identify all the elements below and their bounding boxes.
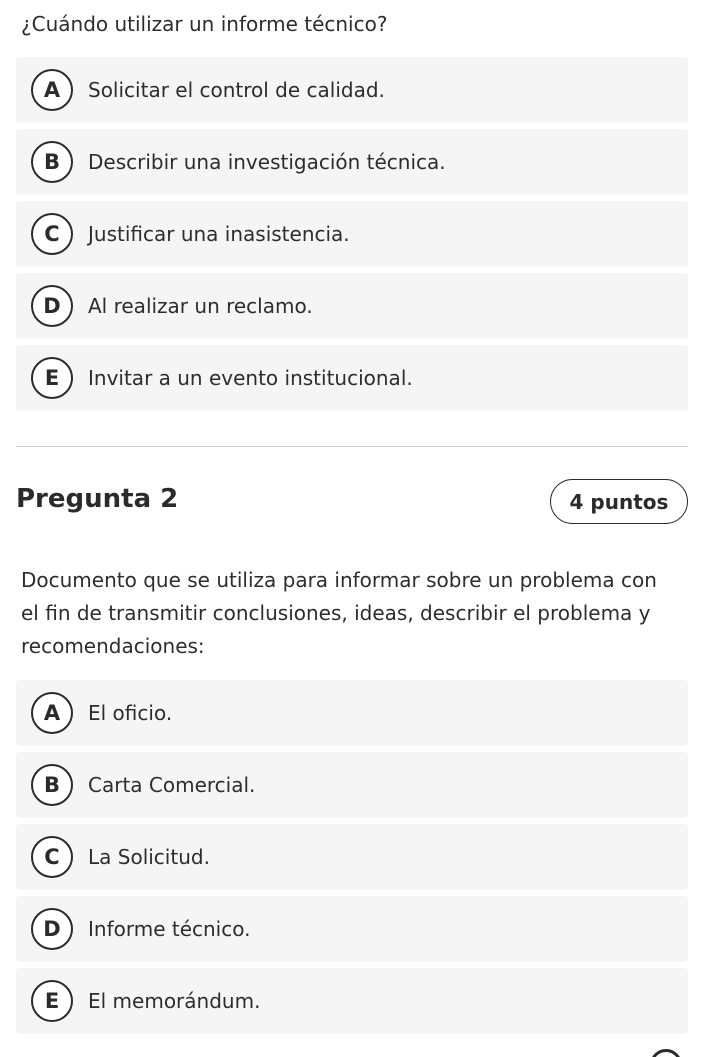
- question-2-option-a[interactable]: [16, 680, 688, 746]
- section-divider: [16, 446, 688, 447]
- question-1-option-e[interactable]: [16, 345, 688, 411]
- option-text: Solicitar el control de calidad.: [88, 78, 385, 102]
- question-2-prompt: Documento que se utiliza para informar sobre un problema con el fin de transmitir conclusiones, ideas, describir el problema y recomendaciones:: [21, 568, 657, 658]
- question-1-options: [16, 57, 688, 417]
- option-letter-badge: A: [31, 692, 73, 734]
- question-2-option-b[interactable]: [16, 752, 688, 818]
- points-badge: 4 puntos: [550, 479, 688, 524]
- partial-circle-icon: [650, 1049, 682, 1057]
- question-2-option-e[interactable]: [16, 968, 688, 1034]
- option-text: Invitar a un evento institucional.: [88, 366, 413, 390]
- option-letter-badge: D: [31, 908, 73, 950]
- option-letter-badge: D: [31, 285, 73, 327]
- question-1-option-a[interactable]: [16, 57, 688, 123]
- question-2-option-d[interactable]: [16, 896, 688, 962]
- option-letter-badge: C: [31, 213, 73, 255]
- option-text: Informe técnico.: [88, 917, 251, 941]
- question-1-option-c[interactable]: [16, 201, 688, 267]
- question-2-title: Pregunta 2: [16, 484, 179, 514]
- option-text: Justificar una inasistencia.: [88, 222, 350, 246]
- option-letter-badge: C: [31, 836, 73, 878]
- option-letter-badge: E: [31, 980, 73, 1022]
- question-1-prompt: ¿Cuándo utilizar un informe técnico?: [21, 12, 388, 36]
- option-text: Al realizar un reclamo.: [88, 294, 313, 318]
- option-letter-badge: A: [31, 69, 73, 111]
- option-text: Carta Comercial.: [88, 773, 256, 797]
- option-text: El oficio.: [88, 701, 173, 725]
- option-letter-badge: B: [31, 764, 73, 806]
- question-1-option-d[interactable]: [16, 273, 688, 339]
- option-letter-badge: E: [31, 357, 73, 399]
- option-text: El memorándum.: [88, 989, 261, 1013]
- option-text: La Solicitud.: [88, 845, 210, 869]
- question-2-option-c[interactable]: [16, 824, 688, 890]
- option-letter-badge: B: [31, 141, 73, 183]
- option-text: Describir una investigación técnica.: [88, 150, 446, 174]
- question-1-option-b[interactable]: [16, 129, 688, 195]
- question-2-options: [16, 680, 688, 1040]
